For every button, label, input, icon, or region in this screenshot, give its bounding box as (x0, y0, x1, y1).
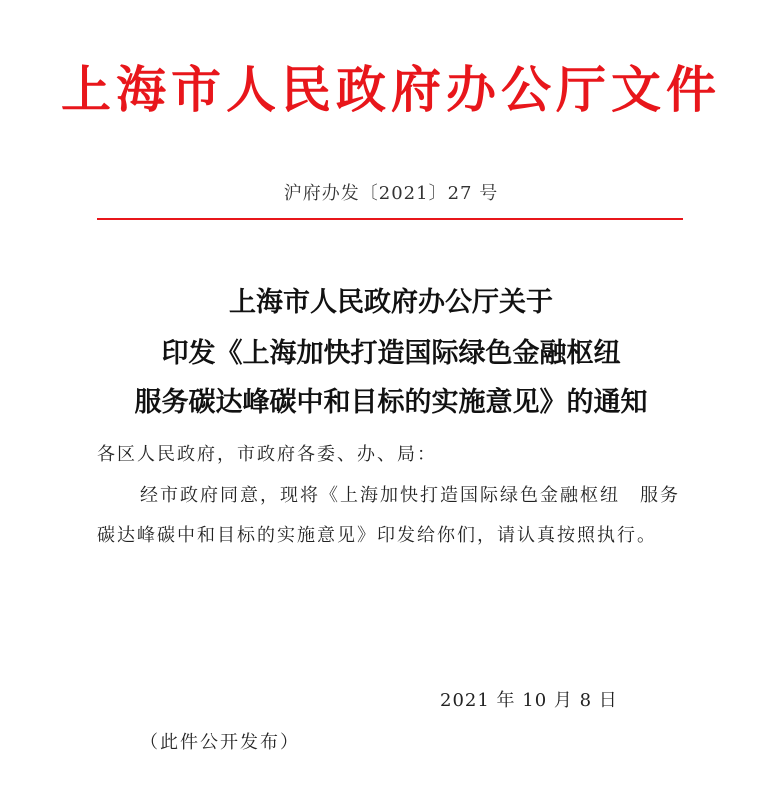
red-separator-line (97, 218, 683, 220)
document-number: 沪府办发〔2021〕27 号 (283, 183, 499, 204)
title-line-3: 服务碳达峰碳中和目标的实施意见》的通知 (134, 387, 648, 418)
addressee: 各区人民政府，市政府各委、办、局： (97, 444, 437, 465)
body-line-2: 碳达峰碳中和目标的实施意见》印发给你们，请认真按照执行。 (97, 525, 657, 546)
document-masthead: 上海市人民政府办公厅文件 (61, 60, 721, 119)
body-line-1: 经市政府同意，现将《上海加快打造国际绿色金融枢纽 服务 (140, 485, 680, 506)
issue-date: 2021 年 10 月 8 日 (440, 690, 618, 711)
title-line-2: 印发《上海加快打造国际绿色金融枢纽 (161, 338, 621, 369)
publication-note: （此件公开发布） (140, 732, 300, 753)
title-line-1: 上海市人民政府办公厅关于 (229, 287, 553, 318)
